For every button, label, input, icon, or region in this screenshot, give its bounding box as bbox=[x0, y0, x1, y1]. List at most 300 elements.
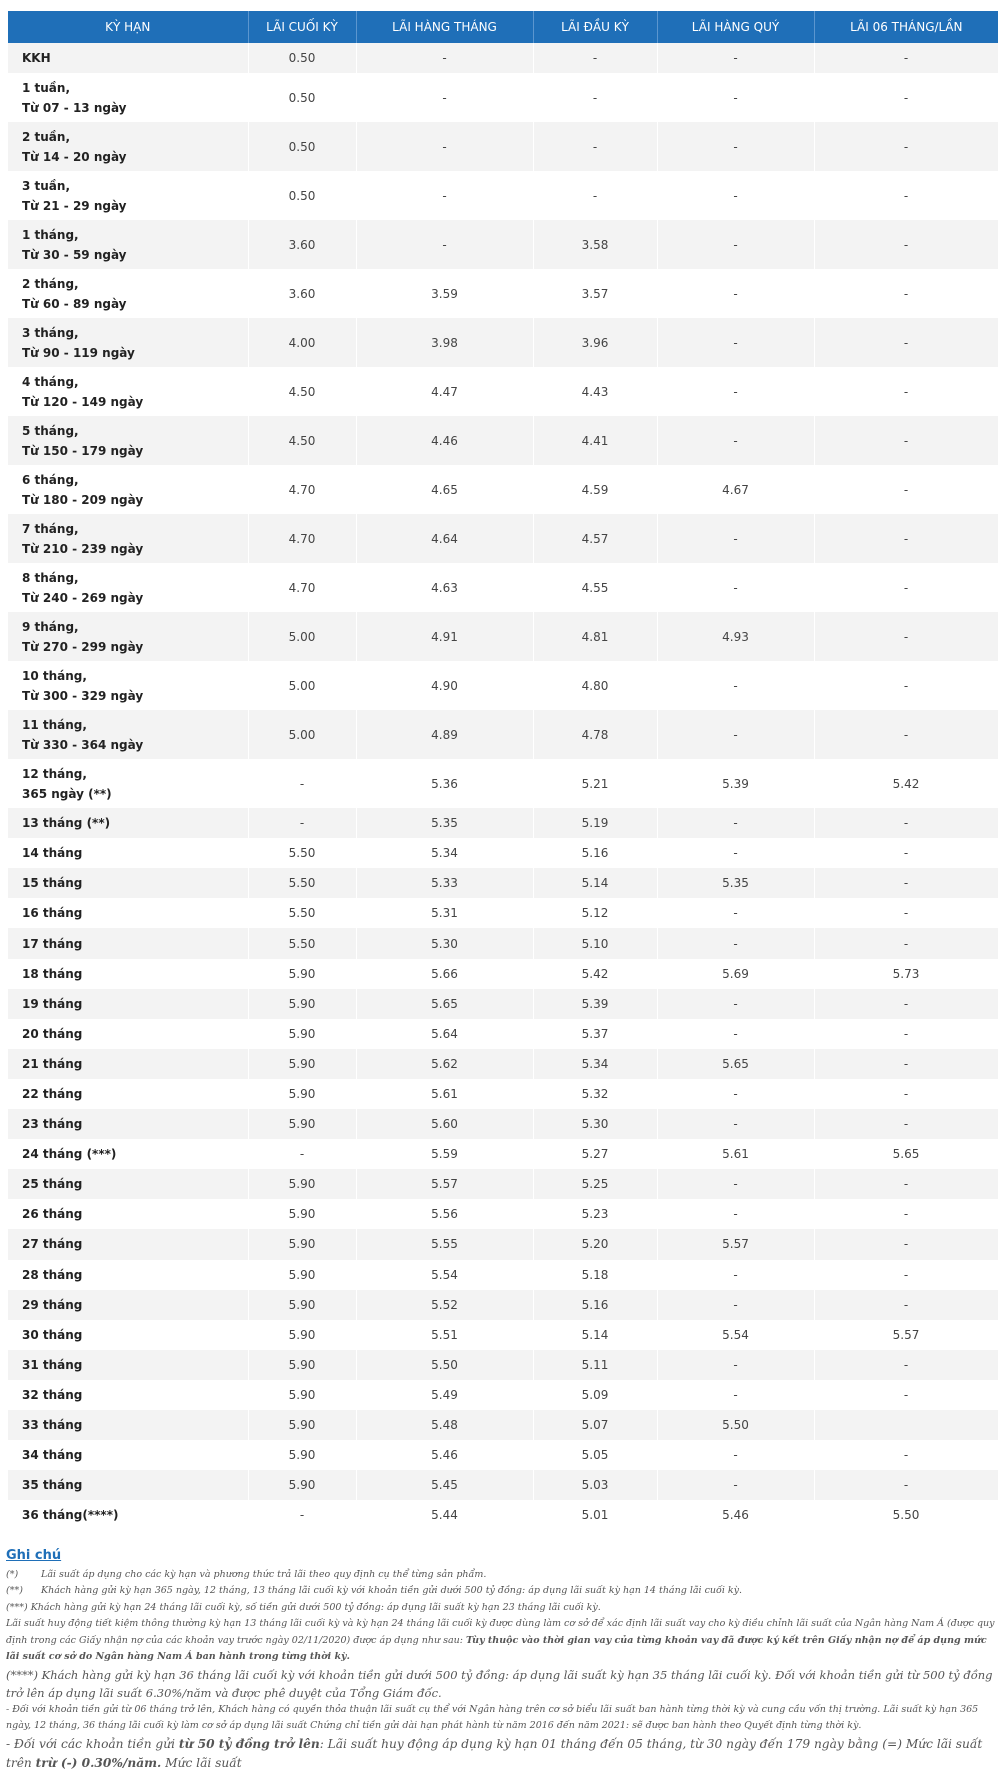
rate-cell-quarterly: 5.35 bbox=[657, 868, 814, 898]
term-line: 31 tháng bbox=[22, 1357, 83, 1372]
term-cell bbox=[8, 661, 248, 710]
rate-cell-monthly: - bbox=[356, 171, 533, 220]
rate-cell-upfront: 5.27 bbox=[533, 1139, 657, 1169]
rate-cell-upfront: 4.55 bbox=[533, 563, 657, 612]
rate-cell-monthly: 5.52 bbox=[356, 1290, 533, 1320]
rate-cell-end-of-term: 5.90 bbox=[248, 1440, 356, 1470]
rate-cell-upfront: 5.14 bbox=[533, 1320, 657, 1350]
term-line: 2 tháng, bbox=[22, 276, 79, 291]
term-line: 17 tháng bbox=[22, 936, 83, 951]
rate-cell-six-monthly: - bbox=[814, 171, 998, 220]
rate-cell-six-monthly: - bbox=[814, 868, 998, 898]
rate-cell-quarterly: - bbox=[657, 220, 814, 269]
rate-cell-quarterly: - bbox=[657, 43, 814, 73]
term-cell bbox=[8, 1199, 248, 1229]
rate-cell-six-monthly: - bbox=[814, 1260, 998, 1290]
rate-cell-monthly: 5.34 bbox=[356, 838, 533, 868]
rate-cell-six-monthly: - bbox=[814, 838, 998, 868]
rate-cell-end-of-term: - bbox=[248, 1500, 356, 1530]
term-cell bbox=[8, 1049, 248, 1079]
rate-cell-quarterly: - bbox=[657, 710, 814, 759]
rate-cell-monthly: 5.35 bbox=[356, 808, 533, 838]
notes-title[interactable]: Ghi chú bbox=[6, 1548, 62, 1563]
term-line: 28 tháng bbox=[22, 1267, 83, 1282]
table-row bbox=[8, 838, 998, 868]
rate-cell-upfront: 5.37 bbox=[533, 1019, 657, 1049]
term-cell bbox=[8, 1380, 248, 1410]
term-line: 19 tháng bbox=[22, 996, 83, 1011]
term-line: 23 tháng bbox=[22, 1117, 83, 1132]
note-7 bbox=[6, 1735, 996, 1773]
rate-cell-six-monthly: - bbox=[814, 612, 998, 661]
term-line: 36 tháng(****) bbox=[22, 1508, 119, 1523]
term-cell bbox=[8, 808, 248, 838]
rate-cell-upfront: 5.14 bbox=[533, 868, 657, 898]
rate-cell-monthly: 5.50 bbox=[356, 1350, 533, 1380]
rate-cell-six-monthly: - bbox=[814, 928, 998, 958]
term-line: 16 tháng bbox=[22, 906, 83, 921]
rate-cell-six-monthly: - bbox=[814, 989, 998, 1019]
rate-cell-upfront: 5.42 bbox=[533, 959, 657, 989]
term-line: 30 tháng bbox=[22, 1327, 83, 1342]
rate-cell-six-monthly: - bbox=[814, 1169, 998, 1199]
rate-cell-quarterly: - bbox=[657, 661, 814, 710]
rate-cell-six-monthly: - bbox=[814, 1350, 998, 1380]
rate-cell-upfront: 4.41 bbox=[533, 416, 657, 465]
table-row bbox=[8, 220, 998, 269]
rate-cell-quarterly: 5.46 bbox=[657, 1500, 814, 1530]
note-6 bbox=[6, 1702, 996, 1735]
term-line: 10 tháng, bbox=[22, 668, 87, 683]
table-row bbox=[8, 1320, 998, 1350]
rate-cell-upfront: 5.21 bbox=[533, 759, 657, 808]
header-monthly: LÃI HÀNG THÁNG bbox=[356, 11, 533, 43]
table-row bbox=[8, 514, 998, 563]
rate-cell-end-of-term: 0.50 bbox=[248, 43, 356, 73]
rate-cell-monthly: 3.59 bbox=[356, 269, 533, 318]
term-line: 1 tháng, bbox=[22, 227, 79, 242]
table-row bbox=[8, 1290, 998, 1320]
rate-cell-quarterly: - bbox=[657, 1290, 814, 1320]
rate-cell-end-of-term: 5.90 bbox=[248, 1109, 356, 1139]
term-line: 34 tháng bbox=[22, 1448, 83, 1463]
rate-cell-monthly: 5.62 bbox=[356, 1049, 533, 1079]
interest-rate-table bbox=[8, 11, 999, 1530]
table-row bbox=[8, 1260, 998, 1290]
rate-cell-quarterly: - bbox=[657, 269, 814, 318]
term-cell bbox=[8, 612, 248, 661]
rate-cell-end-of-term: 4.50 bbox=[248, 367, 356, 416]
rate-cell-quarterly: - bbox=[657, 318, 814, 367]
rate-cell-end-of-term: 5.00 bbox=[248, 661, 356, 710]
note-5 bbox=[6, 1666, 996, 1702]
rate-cell-six-monthly: 5.42 bbox=[814, 759, 998, 808]
rate-cell-end-of-term: 5.50 bbox=[248, 868, 356, 898]
rate-cell-monthly: 5.65 bbox=[356, 989, 533, 1019]
rate-cell-end-of-term: 5.90 bbox=[248, 959, 356, 989]
rate-cell-end-of-term: - bbox=[248, 808, 356, 838]
term-line: 3 tuần, bbox=[22, 178, 71, 193]
term-cell bbox=[8, 514, 248, 563]
rate-cell-upfront: 5.39 bbox=[533, 989, 657, 1019]
table-row bbox=[8, 808, 998, 838]
note-4-bold: Tùy thuộc vào thời gian vay của từng khoản vay đã được ký kết trên Giấy nhận nợ để áp dụng mức lãi suất cơ sở do Ngân hàng Nam Á ban hành trong từng thời kỳ. bbox=[6, 1634, 987, 1662]
rate-cell-monthly: - bbox=[356, 122, 533, 171]
rate-cell-quarterly: - bbox=[657, 1079, 814, 1109]
rate-cell-upfront: - bbox=[533, 73, 657, 122]
table-row bbox=[8, 73, 998, 122]
term-cell bbox=[8, 1320, 248, 1350]
rate-cell-monthly: 5.64 bbox=[356, 1019, 533, 1049]
rate-cell-end-of-term: 5.90 bbox=[248, 1350, 356, 1380]
term-line: 32 tháng bbox=[22, 1387, 83, 1402]
rate-cell-quarterly: - bbox=[657, 563, 814, 612]
rate-cell-monthly: 4.46 bbox=[356, 416, 533, 465]
table-row bbox=[8, 122, 998, 171]
rate-cell-monthly: 5.59 bbox=[356, 1139, 533, 1169]
rate-cell-upfront: 5.19 bbox=[533, 808, 657, 838]
note-6-text: - Đối với khoản tiền gửi từ 06 tháng trở lên, Khách hàng có quyền thỏa thuận lãi suất cụ thể với Ngân hàng trên cơ sở biểu lãi suất ban hành từng thời kỳ và cung cầu vốn thị trường. Lãi suất kỳ hạn 365 ngày, 12 tháng, 36 tháng lãi cuối kỳ làm cơ sở áp dụng lãi suất Chứng chỉ tiền gửi dài hạn phát hành từ năm 2016 đến năm 2021: sẽ được ban hành theo Quyết định từng thời kỳ. bbox=[6, 1703, 979, 1731]
rate-cell-upfront: 3.57 bbox=[533, 269, 657, 318]
term-cell bbox=[8, 710, 248, 759]
rate-cell-monthly: 5.31 bbox=[356, 898, 533, 928]
term-cell bbox=[8, 269, 248, 318]
rate-cell-six-monthly: - bbox=[814, 73, 998, 122]
rate-cell-six-monthly: - bbox=[814, 1290, 998, 1320]
term-cell bbox=[8, 959, 248, 989]
rate-cell-upfront: 5.16 bbox=[533, 1290, 657, 1320]
rate-cell-six-monthly: 5.50 bbox=[814, 1500, 998, 1530]
term-line: Từ 120 - 149 ngày bbox=[22, 394, 144, 409]
note-3-text: Khách hàng gửi kỳ hạn 24 tháng lãi cuối kỳ, số tiền gửi dưới 500 tỷ đồng: áp dụng lãi suất kỳ hạn 23 tháng lãi cuối kỳ. bbox=[30, 1601, 601, 1613]
rate-cell-quarterly: - bbox=[657, 898, 814, 928]
rate-cell-quarterly: - bbox=[657, 1199, 814, 1229]
term-line: KKH bbox=[22, 51, 51, 66]
table-row bbox=[8, 1079, 998, 1109]
term-line: 35 tháng bbox=[22, 1478, 83, 1493]
term-line: Từ 300 - 329 ngày bbox=[22, 688, 144, 703]
rate-cell-upfront: 5.09 bbox=[533, 1380, 657, 1410]
rate-cell-upfront: 5.10 bbox=[533, 928, 657, 958]
term-line: 2 tuần, bbox=[22, 129, 71, 144]
note-2-text: Khách hàng gửi kỳ hạn 365 ngày, 12 tháng, 13 tháng lãi cuối kỳ với khoản tiền gửi dưới 500 tỷ đồng: áp dụng lãi suất kỳ hạn 14 tháng lãi cuối kỳ. bbox=[41, 1585, 743, 1596]
term-cell bbox=[8, 1229, 248, 1259]
rate-cell-end-of-term: - bbox=[248, 759, 356, 808]
rate-cell-six-monthly: - bbox=[814, 808, 998, 838]
table-row bbox=[8, 1169, 998, 1199]
term-cell bbox=[8, 1410, 248, 1440]
rate-cell-upfront: 4.81 bbox=[533, 612, 657, 661]
rate-cell-monthly: 4.90 bbox=[356, 661, 533, 710]
rate-cell-six-monthly: - bbox=[814, 122, 998, 171]
term-cell bbox=[8, 1350, 248, 1380]
term-line: Từ 240 - 269 ngày bbox=[22, 590, 144, 605]
rate-cell-quarterly: - bbox=[657, 1109, 814, 1139]
note-3-mark: (***) bbox=[6, 1601, 28, 1613]
rate-cell-monthly: 5.60 bbox=[356, 1109, 533, 1139]
term-line: Từ 330 - 364 ngày bbox=[22, 737, 144, 752]
term-cell bbox=[8, 1440, 248, 1470]
term-line: Từ 14 - 20 ngày bbox=[22, 149, 127, 164]
term-cell bbox=[8, 171, 248, 220]
term-cell bbox=[8, 1470, 248, 1500]
term-line: 365 ngày (**) bbox=[22, 786, 112, 801]
rate-cell-upfront: 5.18 bbox=[533, 1260, 657, 1290]
note-7-b: từ 50 tỷ đồng trở lên bbox=[178, 1736, 320, 1751]
rate-cell-upfront: 5.05 bbox=[533, 1440, 657, 1470]
rate-cell-quarterly: 5.50 bbox=[657, 1410, 814, 1440]
header-six-monthly: LÃI 06 THÁNG/LẦN bbox=[814, 11, 998, 43]
rate-cell-end-of-term: 5.00 bbox=[248, 710, 356, 759]
rate-cell-quarterly: 5.69 bbox=[657, 959, 814, 989]
rate-cell-six-monthly: - bbox=[814, 1199, 998, 1229]
rate-cell-upfront: 5.34 bbox=[533, 1049, 657, 1079]
rate-cell-end-of-term: 4.50 bbox=[248, 416, 356, 465]
rate-cell-end-of-term: 5.90 bbox=[248, 1019, 356, 1049]
table-row bbox=[8, 367, 998, 416]
rate-cell-six-monthly: - bbox=[814, 1109, 998, 1139]
table-row bbox=[8, 1470, 998, 1500]
rate-cell-quarterly: - bbox=[657, 171, 814, 220]
rate-cell-upfront: 5.11 bbox=[533, 1350, 657, 1380]
term-line: Từ 07 - 13 ngày bbox=[22, 100, 127, 115]
rate-cell-quarterly: - bbox=[657, 838, 814, 868]
rate-cell-quarterly: - bbox=[657, 1350, 814, 1380]
term-cell bbox=[8, 838, 248, 868]
rate-cell-monthly: 5.66 bbox=[356, 959, 533, 989]
rate-cell-six-monthly: - bbox=[814, 1380, 998, 1410]
table-row bbox=[8, 868, 998, 898]
rate-cell-quarterly: - bbox=[657, 808, 814, 838]
table-row bbox=[8, 661, 998, 710]
rate-cell-quarterly: 5.39 bbox=[657, 759, 814, 808]
table-row bbox=[8, 465, 998, 514]
term-line: 5 tháng, bbox=[22, 423, 79, 438]
rate-cell-end-of-term: 4.00 bbox=[248, 318, 356, 367]
term-line: 18 tháng bbox=[22, 966, 83, 981]
term-cell bbox=[8, 868, 248, 898]
rate-cell-monthly: 4.89 bbox=[356, 710, 533, 759]
rate-cell-six-monthly: - bbox=[814, 1470, 998, 1500]
rate-cell-end-of-term: 5.90 bbox=[248, 1410, 356, 1440]
term-line: Từ 210 - 239 ngày bbox=[22, 541, 144, 556]
term-line: 27 tháng bbox=[22, 1237, 83, 1252]
rate-cell-upfront: 5.01 bbox=[533, 1500, 657, 1530]
term-line: 6 tháng, bbox=[22, 472, 79, 487]
term-cell bbox=[8, 73, 248, 122]
term-line: Từ 150 - 179 ngày bbox=[22, 443, 144, 458]
table-row bbox=[8, 989, 998, 1019]
term-line: Từ 60 - 89 ngày bbox=[22, 296, 127, 311]
term-line: 9 tháng, bbox=[22, 619, 79, 634]
rate-cell-quarterly: - bbox=[657, 1440, 814, 1470]
rate-cell-monthly: 5.33 bbox=[356, 868, 533, 898]
rate-cell-upfront: 4.43 bbox=[533, 367, 657, 416]
rate-cell-monthly: 5.48 bbox=[356, 1410, 533, 1440]
note-1 bbox=[6, 1567, 996, 1584]
term-line: Từ 21 - 29 ngày bbox=[22, 198, 127, 213]
rate-cell-upfront: 5.23 bbox=[533, 1199, 657, 1229]
term-line: 3 tháng, bbox=[22, 325, 79, 340]
rate-cell-end-of-term: 0.50 bbox=[248, 73, 356, 122]
term-line: 22 tháng bbox=[22, 1086, 83, 1101]
term-cell bbox=[8, 1019, 248, 1049]
term-line: 21 tháng bbox=[22, 1056, 83, 1071]
rate-cell-six-monthly: - bbox=[814, 1049, 998, 1079]
rate-cell-six-monthly: - bbox=[814, 43, 998, 73]
term-line: 11 tháng, bbox=[22, 717, 87, 732]
table-row bbox=[8, 1139, 998, 1169]
rate-cell-monthly: 5.49 bbox=[356, 1380, 533, 1410]
rate-cell-end-of-term: 0.50 bbox=[248, 171, 356, 220]
term-line: Từ 30 - 59 ngày bbox=[22, 247, 127, 262]
note-1-mark: (*) bbox=[6, 1568, 19, 1580]
rate-cell-six-monthly: - bbox=[814, 465, 998, 514]
rate-cell-six-monthly: - bbox=[814, 269, 998, 318]
rate-cell-end-of-term: 5.90 bbox=[248, 1260, 356, 1290]
table-row bbox=[8, 1350, 998, 1380]
rate-cell-monthly: 5.54 bbox=[356, 1260, 533, 1290]
term-cell bbox=[8, 367, 248, 416]
rate-cell-six-monthly: - bbox=[814, 367, 998, 416]
rate-cell-six-monthly: 5.73 bbox=[814, 959, 998, 989]
rate-cell-quarterly: - bbox=[657, 367, 814, 416]
note-5-mark: (****) bbox=[6, 1667, 38, 1682]
rate-cell-quarterly: - bbox=[657, 1019, 814, 1049]
rate-cell-upfront: 4.80 bbox=[533, 661, 657, 710]
header-term: KỲ HẠN bbox=[8, 11, 248, 43]
note-5-text: Khách hàng gửi kỳ hạn 36 tháng lãi cuối kỳ với khoản tiền gửi dưới 500 tỷ đồng: áp dụng lãi suất kỳ hạn 35 tháng lãi cuối kỳ. Đối với khoản tiền gửi từ 500 tỷ đồng trở lên áp dụng lãi suất 6.30%/năm và được phê duyệt của Tổng Giám đốc. bbox=[6, 1667, 993, 1700]
note-2-mark: (**) bbox=[6, 1585, 23, 1596]
term-cell bbox=[8, 318, 248, 367]
rate-cell-upfront: 5.20 bbox=[533, 1229, 657, 1259]
rate-cell-quarterly: - bbox=[657, 416, 814, 465]
term-cell bbox=[8, 1139, 248, 1169]
header-upfront: LÃI ĐẦU KỲ bbox=[533, 11, 657, 43]
rate-cell-upfront: 5.32 bbox=[533, 1079, 657, 1109]
rate-cell-monthly: 5.46 bbox=[356, 1440, 533, 1470]
rate-cell-six-monthly: 5.57 bbox=[814, 1320, 998, 1350]
rate-cell-end-of-term: 5.50 bbox=[248, 838, 356, 868]
rate-cell-upfront: 5.16 bbox=[533, 838, 657, 868]
term-cell bbox=[8, 1290, 248, 1320]
rate-cell-six-monthly bbox=[814, 1410, 998, 1440]
rate-cell-six-monthly: - bbox=[814, 514, 998, 563]
rate-cell-end-of-term: 4.70 bbox=[248, 563, 356, 612]
rate-cell-end-of-term: 5.90 bbox=[248, 1229, 356, 1259]
rate-cell-end-of-term: 5.90 bbox=[248, 1079, 356, 1109]
note-7-e: Mức lãi suất bbox=[165, 1755, 242, 1770]
term-cell bbox=[8, 928, 248, 958]
table-row bbox=[8, 1229, 998, 1259]
table-row bbox=[8, 43, 998, 73]
rate-cell-six-monthly: - bbox=[814, 661, 998, 710]
rate-cell-end-of-term: 5.50 bbox=[248, 928, 356, 958]
rate-cell-quarterly: 5.54 bbox=[657, 1320, 814, 1350]
table-row bbox=[8, 1049, 998, 1079]
rate-cell-quarterly: - bbox=[657, 122, 814, 171]
rate-cell-monthly: 4.65 bbox=[356, 465, 533, 514]
table-row bbox=[8, 1440, 998, 1470]
table-row bbox=[8, 612, 998, 661]
rate-cell-quarterly: - bbox=[657, 1380, 814, 1410]
header-row bbox=[8, 11, 998, 43]
rate-cell-monthly: 5.44 bbox=[356, 1500, 533, 1530]
rate-cell-six-monthly: - bbox=[814, 1440, 998, 1470]
term-line: Từ 180 - 209 ngày bbox=[22, 492, 144, 507]
term-cell bbox=[8, 1169, 248, 1199]
table-row bbox=[8, 1199, 998, 1229]
rate-cell-monthly: - bbox=[356, 43, 533, 73]
rate-cell-six-monthly: 5.65 bbox=[814, 1139, 998, 1169]
term-line: 15 tháng bbox=[22, 876, 83, 891]
table-row bbox=[8, 959, 998, 989]
rate-cell-monthly: 3.98 bbox=[356, 318, 533, 367]
rate-cell-end-of-term: 0.50 bbox=[248, 122, 356, 171]
rate-cell-quarterly: - bbox=[657, 1260, 814, 1290]
rate-cell-upfront: 5.07 bbox=[533, 1410, 657, 1440]
rate-cell-end-of-term: 5.90 bbox=[248, 1049, 356, 1079]
rate-cell-upfront: 5.25 bbox=[533, 1169, 657, 1199]
table-row bbox=[8, 928, 998, 958]
term-line: 7 tháng, bbox=[22, 521, 79, 536]
term-line: 25 tháng bbox=[22, 1177, 83, 1192]
rate-cell-end-of-term: 5.90 bbox=[248, 1290, 356, 1320]
header-end-of-term: LÃI CUỐI KỲ bbox=[248, 11, 356, 43]
term-cell bbox=[8, 416, 248, 465]
table-row bbox=[8, 1380, 998, 1410]
rate-cell-monthly: 5.55 bbox=[356, 1229, 533, 1259]
rate-cell-six-monthly: - bbox=[814, 1019, 998, 1049]
note-2 bbox=[6, 1583, 996, 1600]
rate-cell-upfront: 5.12 bbox=[533, 898, 657, 928]
rate-cell-upfront: - bbox=[533, 43, 657, 73]
rate-cell-end-of-term: 5.90 bbox=[248, 1380, 356, 1410]
rate-cell-quarterly: - bbox=[657, 1169, 814, 1199]
table-row bbox=[8, 1500, 998, 1530]
rate-cell-quarterly: - bbox=[657, 989, 814, 1019]
rate-cell-six-monthly: - bbox=[814, 898, 998, 928]
rate-cell-six-monthly: - bbox=[814, 710, 998, 759]
table-row bbox=[8, 759, 998, 808]
term-line: 14 tháng bbox=[22, 846, 83, 861]
term-cell bbox=[8, 1079, 248, 1109]
rate-cell-end-of-term: 5.50 bbox=[248, 898, 356, 928]
rate-cell-six-monthly: - bbox=[814, 220, 998, 269]
rate-cell-upfront: 5.03 bbox=[533, 1470, 657, 1500]
table-row bbox=[8, 563, 998, 612]
rate-cell-upfront: 3.96 bbox=[533, 318, 657, 367]
rate-cell-quarterly: 5.57 bbox=[657, 1229, 814, 1259]
rate-cell-monthly: 4.91 bbox=[356, 612, 533, 661]
rate-cell-end-of-term: 5.90 bbox=[248, 1169, 356, 1199]
rate-cell-six-monthly: - bbox=[814, 416, 998, 465]
rate-cell-monthly: - bbox=[356, 73, 533, 122]
term-line: 29 tháng bbox=[22, 1297, 83, 1312]
term-cell bbox=[8, 989, 248, 1019]
term-line: 12 tháng, bbox=[22, 766, 87, 781]
rate-cell-six-monthly: - bbox=[814, 1229, 998, 1259]
term-line: Từ 270 - 299 ngày bbox=[22, 639, 144, 654]
note-7-d: trừ (-) 0.30%/năm. bbox=[35, 1755, 162, 1770]
table-row bbox=[8, 269, 998, 318]
term-cell bbox=[8, 43, 248, 73]
term-cell bbox=[8, 220, 248, 269]
rate-cell-end-of-term: - bbox=[248, 1139, 356, 1169]
rate-cell-upfront: - bbox=[533, 122, 657, 171]
table-row bbox=[8, 1109, 998, 1139]
rate-cell-end-of-term: 5.90 bbox=[248, 989, 356, 1019]
